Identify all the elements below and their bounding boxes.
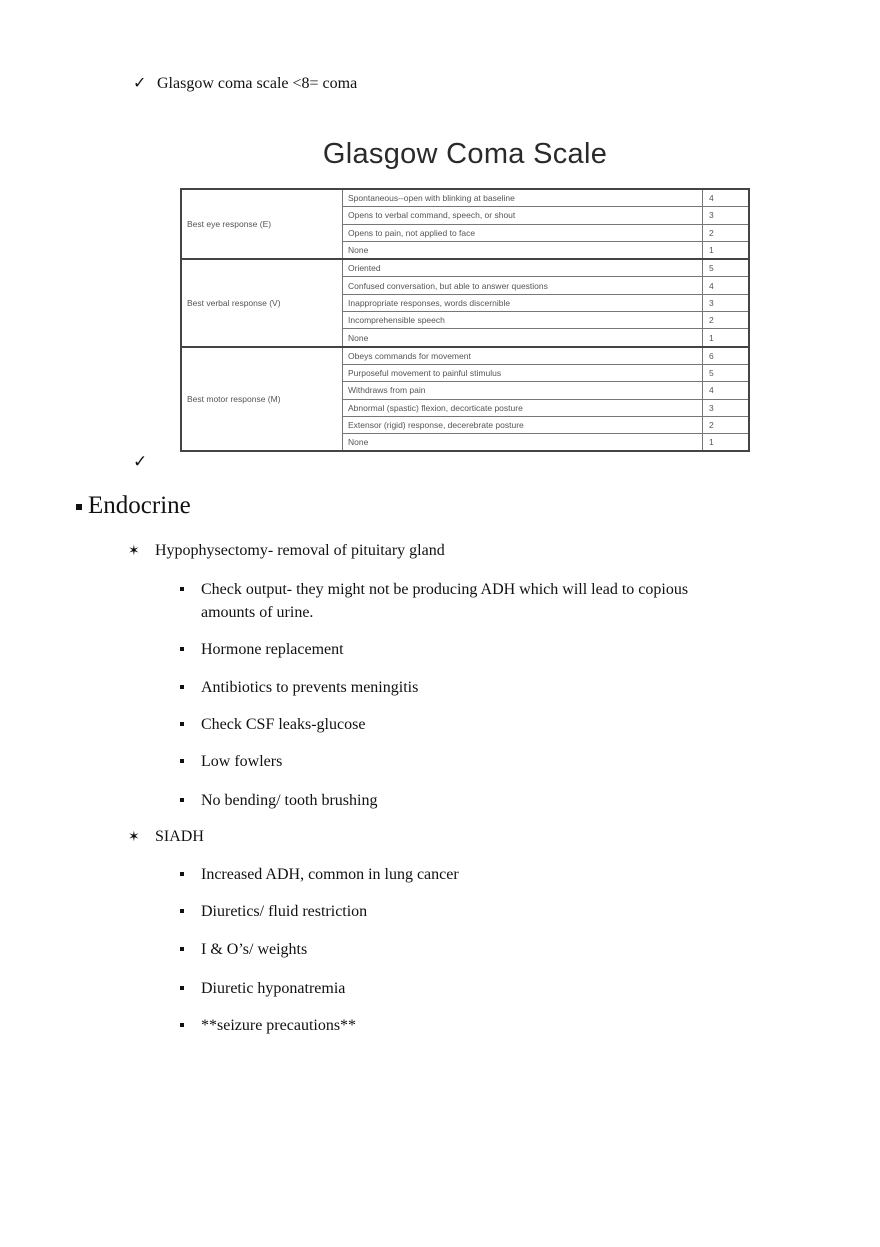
score-cell: 5 <box>703 364 750 381</box>
description-cell: None <box>343 329 703 347</box>
topic-title: Hypophysectomy- removal of pituitary gland <box>155 542 445 559</box>
score-cell: 4 <box>703 189 750 207</box>
topic-title: SIADH <box>155 828 204 845</box>
check-icon: ✓ <box>133 75 147 92</box>
square-bullet-icon <box>180 798 184 802</box>
list-item <box>180 977 741 1000</box>
category-cell: Best eye response (E) <box>181 189 343 259</box>
table-row <box>181 347 749 365</box>
list-item-text: Low fowlers <box>201 753 283 770</box>
score-cell: 6 <box>703 347 750 365</box>
list-item-text: Increased ADH, common in lung cancer <box>201 866 459 883</box>
score-cell: 2 <box>703 416 750 433</box>
description-cell: Purposeful movement to painful stimulus <box>343 364 703 381</box>
star-bullet-icon: ✶ <box>128 829 140 845</box>
score-cell: 1 <box>703 434 750 452</box>
description-cell: Abnormal (spastic) flexion, decorticate posture <box>343 399 703 416</box>
list-item <box>180 750 741 773</box>
description-cell: Oriented <box>343 259 703 277</box>
list-item-text: **seizure precautions** <box>201 1017 357 1034</box>
description-cell: Opens to pain, not applied to face <box>343 224 703 241</box>
list-item-text: No bending/ tooth brushing <box>201 792 378 809</box>
star-bullet-icon: ✶ <box>128 543 140 559</box>
list-item-text: Check CSF leaks-glucose <box>201 716 366 733</box>
list-item-text: Hormone replacement <box>201 641 344 658</box>
description-cell: Extensor (rigid) response, decerebrate posture <box>343 416 703 433</box>
description-cell: Obeys commands for movement <box>343 347 703 365</box>
intro-line <box>133 74 357 94</box>
list-item-text: Check output- they might not be producing ADH which will lead to copious amounts of urine. <box>201 581 689 621</box>
table-row <box>181 259 749 277</box>
list-item <box>180 938 741 961</box>
check-icon: ✓ <box>133 452 148 471</box>
list-item-topic <box>128 827 204 847</box>
square-bullet-icon <box>180 759 184 763</box>
intro-text: Glasgow coma scale <8= coma <box>157 75 358 92</box>
table-row <box>181 189 749 207</box>
list-item <box>180 578 741 624</box>
list-item-text: I & O’s/ weights <box>201 941 308 958</box>
list-item <box>180 638 741 661</box>
list-item <box>180 1014 741 1037</box>
square-bullet-icon <box>180 909 184 913</box>
score-cell: 3 <box>703 399 750 416</box>
square-bullet-icon <box>180 685 184 689</box>
square-bullet-icon <box>180 872 184 876</box>
score-cell: 2 <box>703 224 750 241</box>
description-cell: Confused conversation, but able to answer questions <box>343 277 703 294</box>
list-item <box>180 676 741 699</box>
list-item <box>180 863 741 886</box>
description-cell: Spontaneous--open with blinking at baseline <box>343 189 703 207</box>
square-bullet-icon <box>180 722 184 726</box>
gcs-title: Glasgow Coma Scale <box>322 138 608 170</box>
section-title: Endocrine <box>88 492 191 519</box>
description-cell: None <box>343 241 703 259</box>
description-cell: Inappropriate responses, words discernible <box>343 294 703 311</box>
score-cell: 3 <box>703 294 750 311</box>
score-cell: 2 <box>703 312 750 329</box>
list-item <box>180 713 741 736</box>
list-item-text: Antibiotics to prevents meningitis <box>201 679 419 696</box>
score-cell: 5 <box>703 259 750 277</box>
description-cell: Withdraws from pain <box>343 382 703 399</box>
list-item-topic <box>128 541 445 561</box>
square-bullet-icon <box>180 647 184 651</box>
list-item <box>180 789 741 812</box>
category-cell: Best motor response (M) <box>181 347 343 452</box>
square-bullet-icon <box>180 947 184 951</box>
description-cell: Opens to verbal command, speech, or shout <box>343 207 703 224</box>
list-item <box>180 900 741 923</box>
square-bullet-icon <box>76 504 82 510</box>
gcs-table <box>180 188 750 452</box>
description-cell: None <box>343 434 703 452</box>
score-cell: 1 <box>703 241 750 259</box>
square-bullet-icon <box>180 1023 184 1027</box>
description-cell: Incomprehensible speech <box>343 312 703 329</box>
list-item-text: Diuretics/ fluid restriction <box>201 903 368 920</box>
score-cell: 1 <box>703 329 750 347</box>
list-item-text: Diuretic hyponatremia <box>201 980 346 997</box>
square-bullet-icon <box>180 986 184 990</box>
score-cell: 4 <box>703 382 750 399</box>
score-cell: 3 <box>703 207 750 224</box>
square-bullet-icon <box>180 587 184 591</box>
score-cell: 4 <box>703 277 750 294</box>
category-cell: Best verbal response (V) <box>181 259 343 346</box>
section-heading <box>76 490 191 522</box>
